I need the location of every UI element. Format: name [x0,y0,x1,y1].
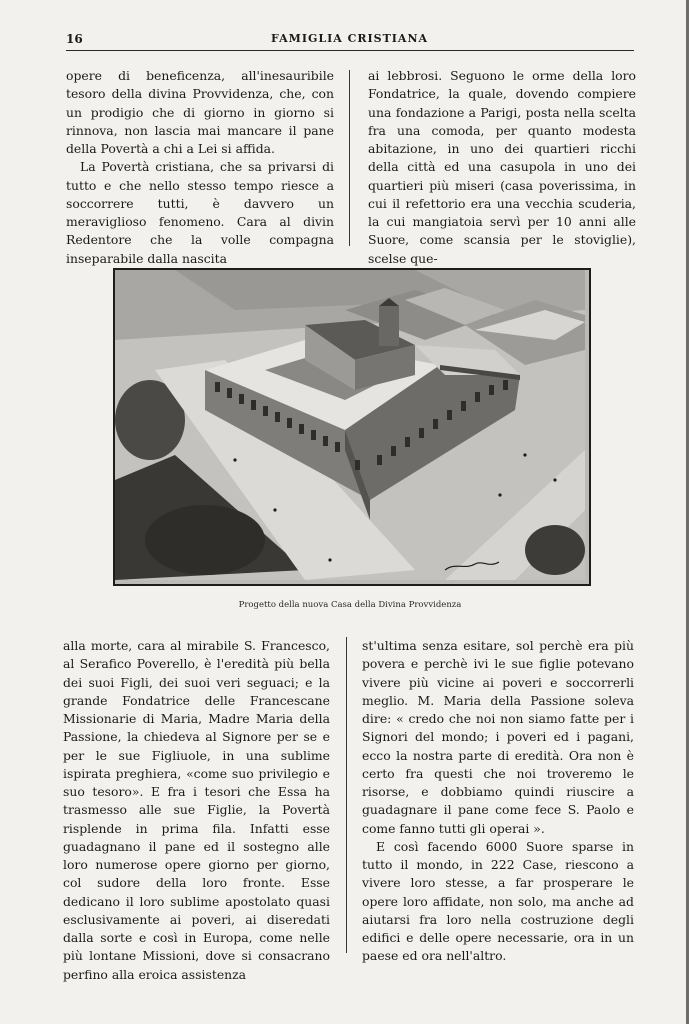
architectural-illustration [113,268,591,586]
paragraph: ai lebbrosi. Seguono le orme della loro Fondatrice, la quale, dovendo compiere una fondazione a Parigi, posta nella scelta fra una comoda, per quanto modesta abitazione, in uno dei quartieri ricchi della città ed una casupola in uno dei quartieri più miseri (casa poverissima, in cui il refettorio era una vecchia scuderia, la cui mangiatoia servì per 10 anni alle Suore, come scansia per le stoviglie), scelse que- [368,68,636,266]
paragraph: La Povertà cristiana, che sa privarsi di tutto e che nello stesso tempo riesce a soccorrere tutti, è davvero un meraviglioso fenomeno. Cara al divin Redentore che la volle compagna inseparabile dalla nascita [66,159,334,266]
page-number: 16 [66,32,83,46]
top-left-column [66,67,334,268]
page-header [66,30,633,52]
bottom-right-column [362,637,634,966]
paragraph: alla morte, cara al mirabile S. Francesco, al Serafico Poverello, è l'eredità più bella dei suoi Figli, dei suoi veri seguaci; e la grande Fondatrice delle Francescane Missionarie di Maria, Madre Maria della Passione, la chiedeva al Signore per se e per le sue Figliuole, in una sublime ispirata preghiera, «come suo privilegio e suo tesoro». E fra i tesori che Essa ha trasmesso alle sue Figlie, la Povertà risplende in prima fila. Infatti esse guadagnano il pane ed il sostegno alle loro numerose opere giorno per giorno, col sudore della loro fronte. Esse dedicano il loro sublime apostolato quasi esclusivamente ai poveri, ai diseredati dalla sorte e così in Europa, come nelle più lontane Missioni, dove si consacrano perfino alla eroica assistenza [63,638,330,982]
column-divider [346,637,347,953]
bottom-left-column [63,637,330,984]
figure-caption: Progetto della nuova Casa della Divina Provvidenza [238,600,462,610]
paragraph: E così facendo 6000 Suore sparse in tutto il mondo, in 222 Case, riescono a vivere loro stesse, a far prosperare le opere loro affidate, non solo, ma anche ad aiutarsi fra loro nella costruzione degli edifici e delle opere necessarie, ora in un paese ed ora nell'altro. [362,838,634,964]
paragraph: opere di beneficenza, all'inesauribile tesoro della divina Provvidenza, che, con un prodigio che di giorno in giorno si rinnova, non lascia mai mancare il pane della Povertà a chi a Lei si affida. [66,68,334,156]
column-divider [349,70,350,246]
paragraph: st'ultima senza esitare, sol perchè era più povera e perchè ivi le sue figlie potevano vivere più vicine ai poveri e soccorrerli meglio. M. Maria della Passione soleva dire: « credo che noi non siamo fatte per i Signori del mondo; i poveri ed i pagani, ecco la nostra parte di eredità. Ora non è certo fra questi che noi troveremo le risorse, e dobbiamo quindi riuscire a guadagnare il pane come fece S. Paolo e come fanno tutti gli operai ». [362,638,634,836]
aerial-view-drawing [115,270,585,580]
top-right-column [368,67,636,268]
running-title: FAMIGLIA CRISTIANA [270,32,429,45]
header-rule [66,50,634,51]
